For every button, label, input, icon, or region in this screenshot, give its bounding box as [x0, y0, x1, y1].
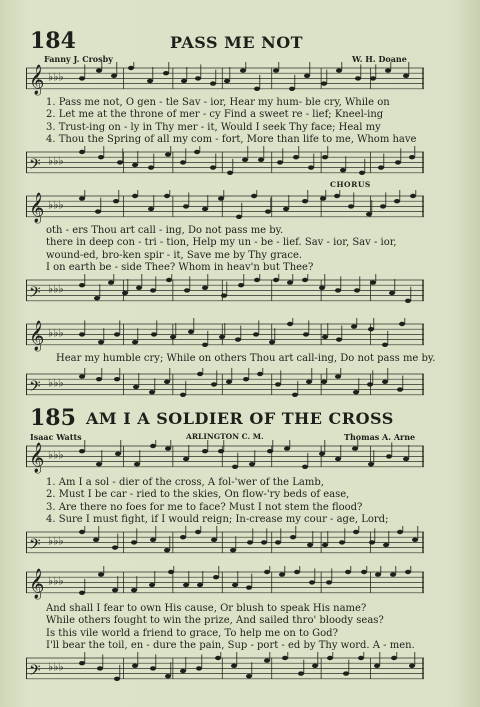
note-head — [164, 380, 170, 384]
note-head — [96, 462, 102, 466]
note-head — [287, 322, 293, 326]
hymn-184-verse-1-line-2: oth - ers Thou art call - ing, Do not pass me by. — [46, 225, 284, 236]
treble-clef-icon: 𝄞 — [29, 192, 45, 223]
note-head — [409, 664, 415, 668]
note-head — [183, 457, 189, 461]
hymn-185-verses-part-2 — [46, 603, 415, 652]
note-head — [231, 664, 237, 668]
note-head — [132, 194, 138, 198]
note-head — [282, 656, 288, 660]
hymn-185-composer: Thomas A. Arne — [344, 432, 416, 442]
note-head — [79, 449, 85, 453]
hymn-184-verses-part-2 — [46, 225, 397, 274]
staff-lines — [26, 532, 424, 553]
note-head — [219, 335, 225, 339]
note-head — [405, 570, 411, 574]
note-head — [164, 548, 170, 552]
note-head — [79, 76, 85, 80]
note-head — [265, 209, 271, 213]
note-head — [382, 343, 388, 347]
note-head — [287, 280, 293, 284]
note-head — [399, 322, 405, 326]
note-head — [115, 452, 121, 456]
note-head — [240, 68, 246, 72]
note-head — [403, 457, 409, 461]
note-head — [351, 324, 357, 328]
bass-clef-icon: 𝄢 — [29, 535, 41, 557]
note-head — [335, 374, 341, 378]
note-head — [150, 444, 156, 448]
note-head — [97, 666, 103, 670]
hymn-184-system-3-treble-staff — [26, 318, 424, 352]
hymn-184-chorus-label: CHORUS — [330, 180, 371, 189]
note-head — [322, 335, 328, 339]
note-head — [112, 545, 118, 549]
note-head — [211, 382, 217, 386]
hymn-184-verse-1-line-1: 1. Pass me not, O gen - tle Sav - ior, Hear my hum- ble cry, While on — [46, 97, 390, 108]
note-head — [148, 165, 154, 169]
hymn-184-number: 184 — [30, 28, 76, 54]
note-head — [151, 332, 157, 336]
hymn-184-verse-4-line-2: I on earth be - side Thee? Whom in heav'n but Thee? — [46, 261, 314, 273]
note-head — [267, 449, 273, 453]
bass-clef-icon: 𝄢 — [29, 155, 41, 177]
note-head — [215, 656, 221, 660]
note-head — [232, 465, 238, 469]
hymn-185-verse-2-line-2: While others fought to win the prize, And sailed thro' bloody seas? — [46, 615, 384, 627]
hymn-184-verses-part-1 — [46, 97, 416, 146]
staff-lines — [26, 68, 424, 89]
note-head — [326, 580, 332, 584]
hymn-184-system-1-bass-staff — [26, 146, 424, 180]
note-head — [180, 669, 186, 673]
note-head — [410, 194, 416, 198]
note-head — [79, 283, 85, 287]
note-head — [269, 340, 275, 344]
staff-lines — [26, 280, 424, 301]
note-head — [405, 299, 411, 303]
key-signature-icon: ♭♭♭ — [48, 198, 64, 212]
staff-lines — [26, 658, 424, 679]
hymn-184-verse-3-line-1: 3. Trust-ing on - ly in Thy mer - it, Would I seek Thy face; Heal my — [46, 121, 381, 133]
note-head — [336, 337, 342, 341]
note-head — [385, 68, 391, 72]
staff-lines — [26, 196, 424, 217]
hymn-185-system-2-treble-staff — [26, 566, 424, 602]
note-head — [242, 158, 248, 162]
note-head — [210, 165, 216, 169]
note-head — [397, 530, 403, 534]
key-signature-icon: ♭♭♭ — [48, 660, 64, 674]
note-head — [389, 291, 395, 295]
note-head — [358, 656, 364, 660]
note-head — [79, 332, 85, 336]
key-signature-icon: ♭♭♭ — [48, 448, 64, 462]
note-head — [321, 81, 327, 85]
note-head — [298, 671, 304, 675]
note-head — [246, 585, 252, 589]
note-head — [202, 207, 208, 211]
note-head — [149, 583, 155, 587]
hymn-184-lyricist: Fanny J. Crosby — [44, 54, 113, 64]
note-head — [93, 538, 99, 542]
hymn-185-tune-name: ARLINGTON C. M. — [186, 432, 264, 441]
note-head — [251, 194, 257, 198]
note-head — [322, 155, 328, 159]
hymn-185-lyricist: Isaac Watts — [30, 432, 82, 442]
note-head — [98, 155, 104, 159]
note-head — [166, 278, 172, 282]
note-head — [218, 196, 224, 200]
note-head — [367, 382, 373, 386]
note-head — [253, 332, 259, 336]
note-head — [394, 199, 400, 203]
note-head — [368, 462, 374, 466]
note-head — [197, 372, 203, 376]
note-head — [165, 674, 171, 678]
treble-clef-icon: 𝄞 — [29, 442, 45, 473]
hymn-185-title: AM I A SOLDIER OF THE CROSS — [86, 409, 394, 428]
note-head — [150, 538, 156, 542]
hymn-184-system-2-bass-staff — [26, 274, 424, 308]
note-head — [221, 293, 227, 297]
hymn-184-system-1-treble-staff — [26, 62, 424, 96]
note-head — [370, 76, 376, 80]
note-head — [412, 538, 418, 542]
note-head — [163, 71, 169, 75]
key-signature-icon: ♭♭♭ — [48, 70, 64, 84]
note-head — [366, 212, 372, 216]
note-head — [383, 543, 389, 547]
note-head — [307, 543, 313, 547]
note-head — [354, 288, 360, 292]
note-head — [164, 194, 170, 198]
hymn-185-verse-1-line-1: 1. Am I a sol - dier of the cross, A fol-'wer of the Lamb, — [46, 477, 324, 488]
note-head — [273, 68, 279, 72]
hymn-184-title: PASS ME NOT — [170, 33, 304, 52]
note-head — [284, 446, 290, 450]
treble-clef-icon: 𝄞 — [29, 320, 45, 351]
note-head — [355, 76, 361, 80]
note-head — [279, 572, 285, 576]
note-head — [235, 337, 241, 341]
note-head — [378, 165, 384, 169]
note-head — [249, 462, 255, 466]
note-head — [339, 540, 345, 544]
hymn-185-verse-2-line-1: 2. Must I be car - ried to the skies, On flow-'ry beds of ease, — [46, 489, 350, 501]
hymn-185-verse-3-line-1: 3. Are there no foes for me to face? Must I not stem the flood? — [46, 501, 363, 513]
note-head — [375, 572, 381, 576]
note-head — [382, 380, 388, 384]
note-head — [79, 374, 85, 378]
note-head — [397, 387, 403, 391]
note-head — [327, 656, 333, 660]
note-head — [309, 580, 315, 584]
note-head — [374, 664, 380, 668]
note-head — [180, 393, 186, 397]
note-head — [359, 171, 365, 175]
note-head — [94, 296, 100, 300]
note-head — [345, 570, 351, 574]
note-head — [334, 194, 340, 198]
note-head — [246, 674, 252, 678]
note-head — [390, 572, 396, 576]
treble-clef-icon: 𝄞 — [29, 568, 45, 599]
note-head — [181, 79, 187, 83]
note-head — [368, 327, 374, 331]
hymn-185-verse-4-line-2: I'll bear the toil, en - dure the pain, Sup - port - ed by Thy word. A - men. — [46, 639, 415, 651]
note-head — [131, 540, 137, 544]
note-head — [336, 68, 342, 72]
note-head — [195, 530, 201, 534]
note-head — [202, 449, 208, 453]
hymn-184-verse-2-line-2: there in deep con - tri - tion, Help my un - be - lief. Sav - ior, Sav - ior, — [46, 237, 397, 249]
note-head — [308, 165, 314, 169]
note-head — [180, 535, 186, 539]
note-head — [132, 163, 138, 167]
key-signature-icon: ♭♭♭ — [48, 376, 64, 390]
hymn-184-chorus-lyric — [56, 353, 435, 365]
note-head — [303, 332, 309, 336]
note-head — [194, 150, 200, 154]
bass-clef-icon: 𝄢 — [29, 377, 41, 399]
note-head — [409, 155, 415, 159]
note-head — [218, 449, 224, 453]
note-head — [236, 215, 242, 219]
note-head — [197, 583, 203, 587]
note-head — [370, 280, 376, 284]
note-head — [211, 538, 217, 542]
key-signature-icon: ♭♭♭ — [48, 326, 64, 340]
note-head — [184, 288, 190, 292]
note-head — [369, 540, 375, 544]
note-head — [380, 204, 386, 208]
note-head — [149, 390, 155, 394]
staff-lines — [26, 374, 424, 395]
note-head — [361, 570, 367, 574]
note-head — [304, 74, 310, 78]
note-head — [131, 588, 137, 592]
staff-lines — [26, 152, 424, 173]
key-signature-icon: ♭♭♭ — [48, 154, 64, 168]
note-head — [98, 572, 104, 576]
note-head — [264, 570, 270, 574]
note-head — [196, 666, 202, 670]
note-head — [275, 382, 281, 386]
note-head — [275, 540, 281, 544]
note-head — [312, 664, 318, 668]
note-head — [148, 207, 154, 211]
note-head — [227, 171, 233, 175]
note-head — [114, 377, 120, 381]
hymn-185-verse-4-line-1: 4. Sure I must fight, if I would reign; In-crease my cour - age, Lord; — [46, 513, 389, 525]
note-head — [95, 209, 101, 213]
note-head — [136, 286, 142, 290]
note-head — [213, 575, 219, 579]
note-head — [170, 335, 176, 339]
hymn-185-system-1-bass-staff — [26, 526, 424, 560]
note-head — [114, 677, 120, 681]
note-head — [79, 196, 85, 200]
note-head — [114, 332, 120, 336]
note-head — [391, 656, 397, 660]
note-head — [386, 454, 392, 458]
note-head — [79, 530, 85, 534]
note-head — [165, 446, 171, 450]
staff-lines — [26, 572, 424, 593]
hymn-184-composer: W. H. Doane — [352, 54, 407, 64]
note-head — [108, 280, 114, 284]
note-head — [292, 393, 298, 397]
hymn-184-system-2-treble-staff — [26, 190, 424, 224]
note-head — [147, 79, 153, 83]
note-head — [134, 462, 140, 466]
hymn-184-system-3-bass-staff — [26, 368, 424, 402]
note-head — [258, 158, 264, 162]
key-signature-icon: ♭♭♭ — [48, 534, 64, 548]
note-head — [321, 380, 327, 384]
note-head — [117, 160, 123, 164]
hymn-185-verses-part-1 — [46, 477, 388, 526]
note-head — [335, 288, 341, 292]
note-head — [290, 535, 296, 539]
note-head — [122, 291, 128, 295]
note-head — [352, 446, 358, 450]
note-head — [210, 81, 216, 85]
hymn-184-verse-4-line-1: 4. Thou the Spring of all my com - fort, More than life to me, Whom have — [46, 133, 417, 145]
staff-lines — [26, 446, 424, 467]
note-head — [289, 87, 295, 91]
hymn-184-chorus-line: Hear my humble cry; While on others Thou art call-ing, Do not pass me by. — [56, 353, 436, 364]
note-head — [238, 283, 244, 287]
note-head — [168, 570, 174, 574]
note-head — [254, 87, 260, 91]
note-head — [224, 79, 230, 83]
note-head — [180, 160, 186, 164]
note-head — [226, 380, 232, 384]
note-head — [247, 540, 253, 544]
note-head — [306, 380, 312, 384]
note-head — [302, 465, 308, 469]
note-head — [302, 199, 308, 203]
treble-clef-icon: 𝄞 — [29, 64, 45, 95]
note-head — [96, 377, 102, 381]
bass-clef-icon: 𝄢 — [29, 283, 41, 305]
hymn-185-number: 185 — [30, 405, 76, 431]
note-head — [150, 288, 156, 292]
note-head — [96, 68, 102, 72]
note-head — [79, 661, 85, 665]
note-head — [150, 666, 156, 670]
note-head — [283, 207, 289, 211]
note-head — [343, 671, 349, 675]
note-head — [294, 570, 300, 574]
key-signature-icon: ♭♭♭ — [48, 282, 64, 296]
bass-clef-icon: 𝄢 — [29, 661, 41, 683]
hymn-185-system-2-bass-staff — [26, 652, 424, 686]
note-head — [132, 340, 138, 344]
hymn-184-verse-3-line-2: wound-ed, bro-ken spir - it, Save me by Thy grace. — [46, 249, 303, 261]
note-head — [195, 76, 201, 80]
note-head — [403, 74, 409, 78]
note-head — [133, 385, 139, 389]
note-head — [302, 278, 308, 282]
note-head — [243, 377, 249, 381]
note-head — [113, 199, 119, 203]
note-head — [273, 278, 279, 282]
note-head — [79, 591, 85, 595]
note-head — [277, 160, 283, 164]
note-head — [165, 152, 171, 156]
hymn-185-verse-1-line-2: And shall I fear to own His cause, Or blush to speak His name? — [46, 603, 367, 614]
note-head — [264, 658, 270, 662]
hymn-185-verse-3-line-2: Is this vile world a friend to grace, To help me on to God? — [46, 627, 338, 639]
note-head — [79, 150, 85, 154]
note-head — [98, 340, 104, 344]
note-head — [322, 543, 328, 547]
note-head — [111, 74, 117, 78]
note-head — [132, 664, 138, 668]
note-head — [340, 168, 346, 172]
note-head — [319, 452, 325, 456]
note-head — [348, 204, 354, 208]
note-head — [335, 457, 341, 461]
note-head — [188, 330, 194, 334]
note-head — [261, 540, 267, 544]
note-head — [320, 196, 326, 200]
note-head — [353, 530, 359, 534]
hymn-185-system-1-treble-staff — [26, 440, 424, 476]
note-head — [257, 372, 263, 376]
note-head — [202, 286, 208, 290]
note-head — [353, 390, 359, 394]
key-signature-icon: ♭♭♭ — [48, 574, 64, 588]
note-head — [183, 204, 189, 208]
note-head — [319, 286, 325, 290]
note-head — [395, 160, 401, 164]
note-head — [230, 548, 236, 552]
note-head — [254, 278, 260, 282]
note-head — [202, 343, 208, 347]
note-head — [128, 66, 134, 70]
note-head — [183, 583, 189, 587]
note-head — [232, 583, 238, 587]
hymn-184-verse-2-line-1: 2. Let me at the throne of mer - cy Find a sweet re - lief; Kneel-ing — [46, 109, 384, 121]
note-head — [293, 155, 299, 159]
note-head — [112, 588, 118, 592]
